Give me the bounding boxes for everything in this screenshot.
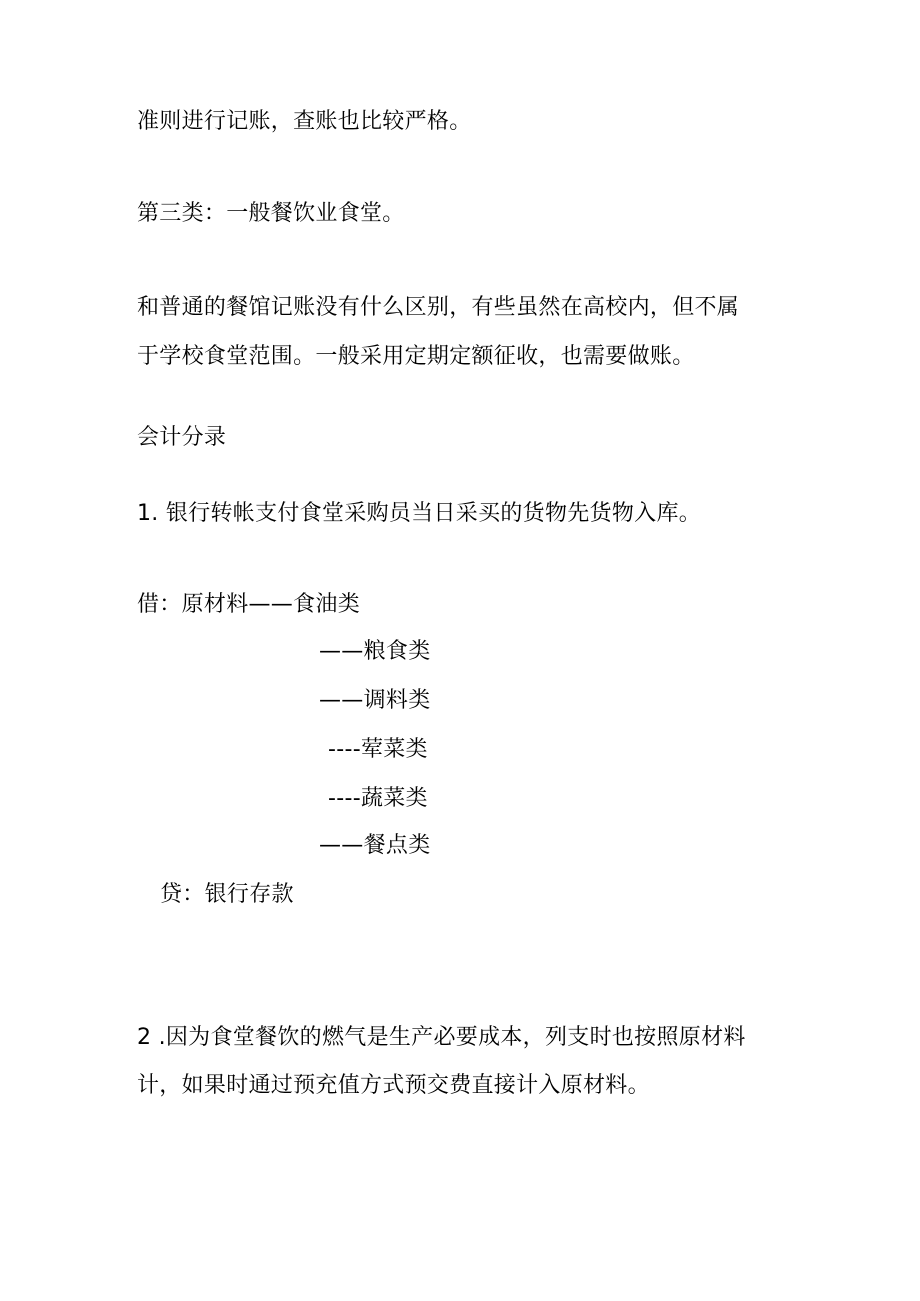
paragraph-continuation: 准则进行记账，查账也比较严格。 bbox=[137, 109, 472, 134]
sub-account-line: ——粮食类 bbox=[319, 639, 431, 664]
category-heading: 第三类：一般餐饮业食堂。 bbox=[137, 201, 405, 226]
sub-account-line: ——调料类 bbox=[319, 688, 431, 713]
sub-account-line: ——餐点类 bbox=[319, 833, 431, 858]
list-item-1: 1. 银行转帐支付食堂采购员当日采买的货物先货物入库。 bbox=[137, 501, 702, 526]
paragraph-line-2: 于学校食堂范围。一般采用定期定额征收，也需要做账。 bbox=[137, 344, 695, 369]
paragraph-line-1: 和普通的餐馆记账没有什么区别，有些虽然在高校内，但不属 bbox=[137, 295, 740, 320]
sub-account-line: ----荤菜类 bbox=[328, 737, 428, 762]
list-item-2-line-1: 2 .因为食堂餐饮的燃气是生产必要成本，列支时也按照原材料 bbox=[137, 1025, 746, 1050]
credit-line: 贷：银行存款 bbox=[160, 882, 294, 907]
sub-account-line: ----蔬菜类 bbox=[328, 786, 428, 811]
section-heading: 会计分录 bbox=[137, 425, 227, 450]
debit-line: 借：原材料——食油类 bbox=[137, 592, 361, 617]
list-item-2-line-2: 计，如果时通过预充值方式预交费直接计入原材料。 bbox=[137, 1073, 650, 1098]
